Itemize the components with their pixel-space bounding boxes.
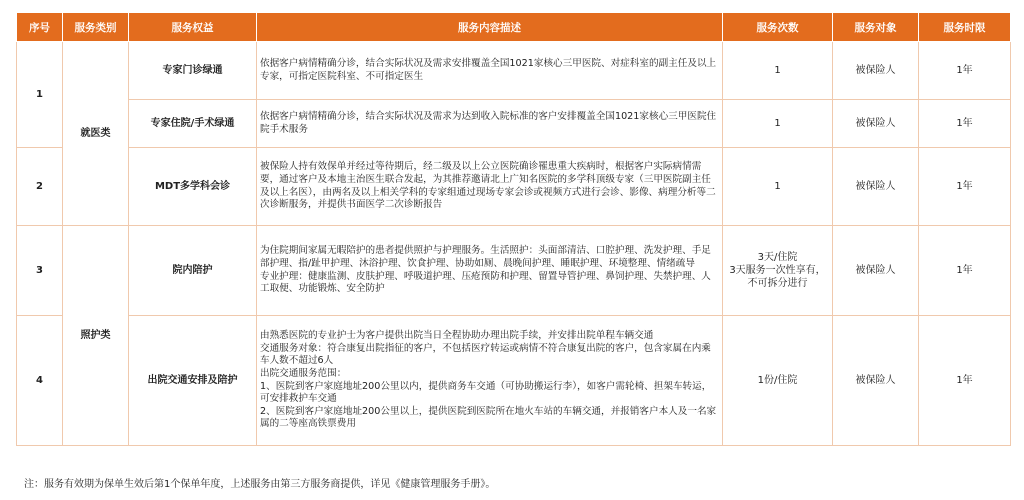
header-num: 序号 bbox=[17, 13, 63, 42]
service-count: 1 bbox=[723, 148, 833, 226]
service-count: 1 bbox=[723, 42, 833, 100]
row-number: 3 bbox=[17, 226, 63, 316]
service-limit: 1年 bbox=[919, 42, 1011, 100]
service-target: 被保险人 bbox=[833, 148, 919, 226]
service-benefit: MDT多学科会诊 bbox=[129, 148, 257, 226]
service-benefit: 专家住院/手术绿通 bbox=[129, 100, 257, 148]
service-limit: 1年 bbox=[919, 316, 1011, 446]
header-count: 服务次数 bbox=[723, 13, 833, 42]
service-benefit: 院内陪护 bbox=[129, 226, 257, 316]
service-target: 被保险人 bbox=[833, 100, 919, 148]
table-row bbox=[17, 42, 1011, 100]
service-count: 1份/住院 bbox=[723, 316, 833, 446]
row-number: 1 bbox=[17, 42, 63, 148]
service-category: 就医类 bbox=[63, 42, 129, 226]
row-number: 4 bbox=[17, 316, 63, 446]
service-limit: 1年 bbox=[919, 148, 1011, 226]
service-table bbox=[16, 12, 1011, 446]
service-limit: 1年 bbox=[919, 100, 1011, 148]
row-number: 2 bbox=[17, 148, 63, 226]
service-description: 被保险人持有效保单并经过等待期后，经二级及以上公立医院确诊罹患重大疾病时，根据客户实际病情需要，通过客户及本地主治医生联合发起，为其推荐邀请北上广知名医院的多学科顶级专家（三甲医院副主任及以上名医），由两名及以上相关学科的专家组通过现场专家会诊或视频方式进行会诊、影像、病理分析等二次诊断服务，并提供书面医学二次诊断报告 bbox=[257, 148, 723, 226]
table-row bbox=[17, 148, 1011, 226]
table-row bbox=[17, 100, 1011, 148]
table-header-row bbox=[17, 13, 1011, 42]
service-count: 1 bbox=[723, 100, 833, 148]
service-limit: 1年 bbox=[919, 226, 1011, 316]
service-count: 3天/住院 3天服务一次性享有，不可拆分进行 bbox=[723, 226, 833, 316]
header-target: 服务对象 bbox=[833, 13, 919, 42]
footnote: 注：服务有效期为保单生效后第1个保单年度，上述服务由第三方服务商提供，详见《健康管理服务手册》。 bbox=[24, 479, 496, 490]
service-description: 为住院期间家属无暇陪护的患者提供照护与护理服务。生活照护：头面部清洁、口腔护理、洗发护理、手足部护理、指/趾甲护理、沐浴护理、饮食护理、协助如厕、晨晚间护理、睡眠护理、环境整理、情绪疏导 专业护理：健康监测、皮肤护理、呼吸道护理、压疮预防和护理、留置导管护理、鼻饲护理、失禁护理、人工取便、功能锻炼、安全防护 bbox=[257, 226, 723, 316]
header-limit: 服务时限 bbox=[919, 13, 1011, 42]
service-description: 依据客户病情精确分诊，结合实际状况及需求为达到收入院标准的客户安排覆盖全国1021家核心三甲医院住院手术服务 bbox=[257, 100, 723, 148]
table-row bbox=[17, 316, 1011, 446]
service-description: 由熟悉医院的专业护士为客户提供出院当日全程协助办理出院手续，并安排出院单程车辆交通 交通服务对象：符合康复出院指征的客户，不包括医疗转运或病情不符合康复出院的客户，包含家属在内乘车人数不超过6人 出院交通服务范围： 1、医院到客户家庭地址200公里以内，提供商务车交通（可协助搬运行李），如客户需轮椅、担架车转运，可安排救护车交通 2、医院到客户家庭地址200公里以上，提供医院到医院所在地火车站的车辆交通，并报销客户本人及一名家属的二等座高铁票费用 bbox=[257, 316, 723, 446]
service-benefit: 出院交通安排及陪护 bbox=[129, 316, 257, 446]
header-benefit: 服务权益 bbox=[129, 13, 257, 42]
service-benefit: 专家门诊绿通 bbox=[129, 42, 257, 100]
header-description: 服务内容描述 bbox=[257, 13, 723, 42]
service-target: 被保险人 bbox=[833, 42, 919, 100]
service-category: 照护类 bbox=[63, 226, 129, 446]
service-target: 被保险人 bbox=[833, 226, 919, 316]
table-row bbox=[17, 226, 1011, 316]
service-table-container bbox=[16, 12, 1010, 446]
service-target: 被保险人 bbox=[833, 316, 919, 446]
service-description: 依据客户病情精确分诊，结合实际状况及需求安排覆盖全国1021家核心三甲医院、对症科室的副主任及以上专家，可指定医院科室、不可指定医生 bbox=[257, 42, 723, 100]
header-category: 服务类别 bbox=[63, 13, 129, 42]
